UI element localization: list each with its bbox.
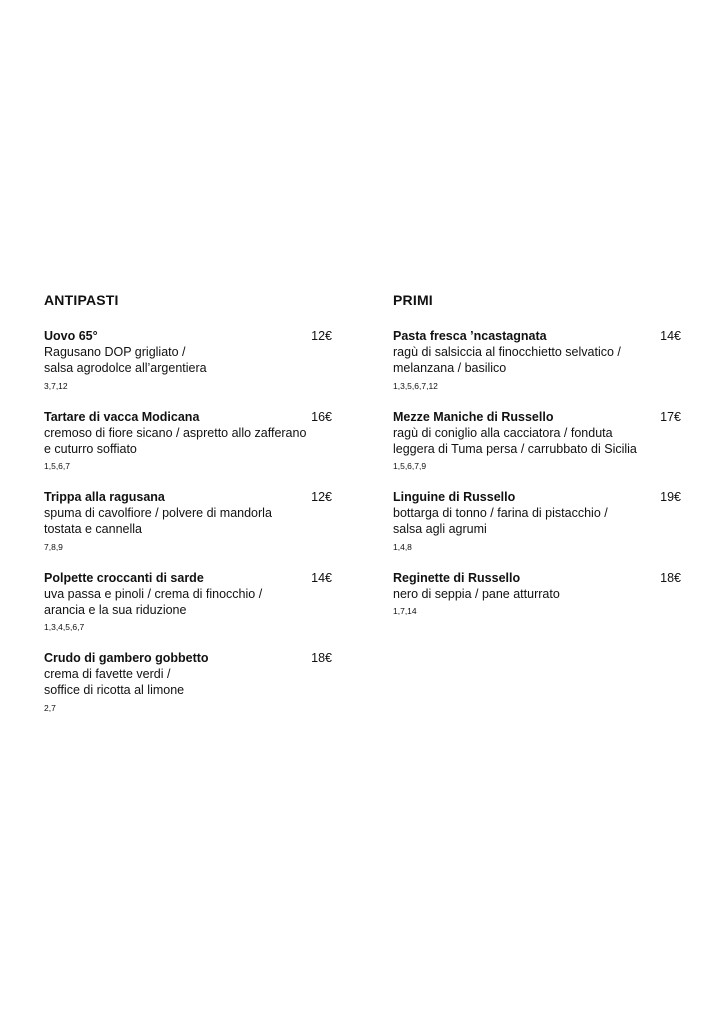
- menu-item: [44, 328, 332, 409]
- item-allergens: 1,4,8: [393, 541, 412, 552]
- primi-title: PRIMI: [393, 292, 433, 308]
- menu-item: [44, 650, 332, 731]
- item-name: Tartare di vacca Modicana: [44, 409, 200, 424]
- item-price: 12€: [311, 490, 332, 504]
- item-price: 19€: [660, 490, 681, 504]
- item-name: Uovo 65°: [44, 329, 98, 343]
- menu-item: [393, 570, 681, 651]
- item-allergens: 1,5,6,7,9: [393, 461, 427, 472]
- item-description: bottarga di tonno / farina di pistacchio / salsa agli agrumi: [393, 506, 608, 537]
- item-allergens: 1,5,6,7: [44, 461, 70, 472]
- menu-item: [393, 328, 681, 409]
- item-allergens: 2,7: [44, 702, 56, 713]
- item-name: Linguine di Russello: [393, 490, 516, 504]
- item-description: uva passa e pinoli / crema di finocchio / arancia e la sua riduzione: [44, 586, 263, 617]
- menu-item: [44, 409, 332, 490]
- item-name: Pasta fresca ’ncastagnata: [393, 329, 547, 343]
- item-description: Ragusano DOP grigliato / salsa agrodolce all’argentiera: [44, 345, 207, 376]
- menu-item: [44, 570, 332, 651]
- item-price: 18€: [311, 651, 332, 665]
- item-description: ragù di salsiccia al finocchietto selvatico / melanzana / basilico: [393, 345, 621, 376]
- item-allergens: 7,8,9: [44, 541, 63, 552]
- item-price: 14€: [311, 570, 332, 585]
- item-price: 18€: [660, 570, 681, 585]
- item-description: crema di favette verdi / soffice di ricotta al limone: [44, 667, 185, 698]
- item-price: 14€: [660, 329, 681, 343]
- item-name: Trippa alla ragusana: [44, 490, 165, 504]
- antipasti-section: [44, 290, 332, 731]
- item-description: spuma di cavolfiore / polvere di mandorla tostata e cannella: [44, 506, 272, 537]
- item-allergens: 3,7,12: [44, 380, 68, 391]
- menu-item: [393, 409, 681, 490]
- item-allergens: 1,7,14: [393, 605, 417, 616]
- item-description: nero di seppia / pane atturrato: [393, 586, 560, 601]
- item-name: Crudo di gambero gobbetto: [44, 651, 209, 665]
- item-name: Mezze Maniche di Russello: [393, 409, 554, 424]
- menu-item: [44, 489, 332, 570]
- item-name: Reginette di Russello: [393, 570, 521, 585]
- item-price: 16€: [311, 409, 332, 424]
- menu-item: [393, 489, 681, 570]
- primi-section: [393, 290, 681, 650]
- antipasti-title: ANTIPASTI: [44, 292, 119, 308]
- item-allergens: 1,3,5,6,7,12: [393, 380, 438, 391]
- item-allergens: 1,3,4,5,6,7: [44, 622, 85, 633]
- item-name: Polpette croccanti di sarde: [44, 570, 204, 585]
- item-description: cremoso di fiore sicano / aspretto allo zafferano e cuturro soffiato: [44, 425, 307, 456]
- item-price: 12€: [311, 329, 332, 343]
- item-description: ragù di coniglio alla cacciatora / fonduta leggera di Tuma persa / carrubbato di Sicilia: [393, 425, 637, 456]
- item-price: 17€: [660, 409, 681, 424]
